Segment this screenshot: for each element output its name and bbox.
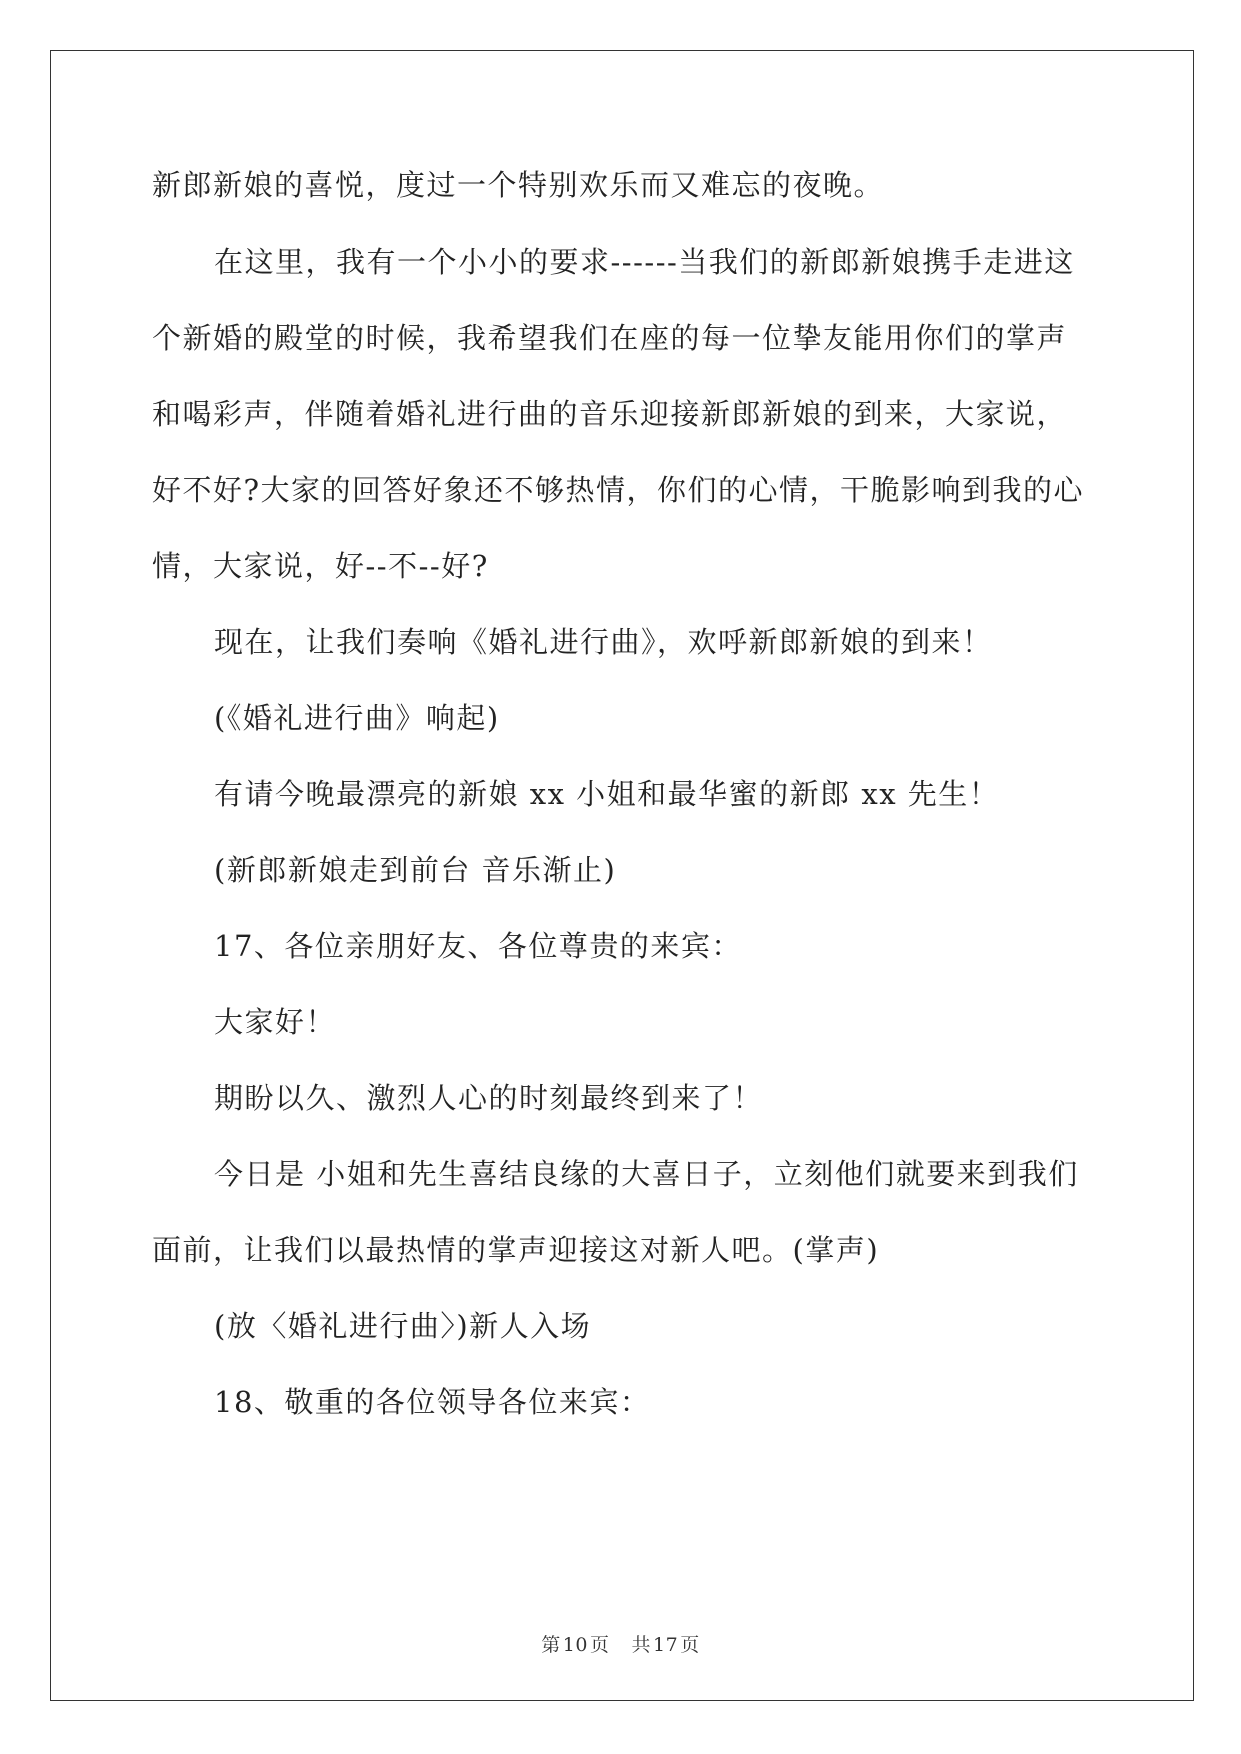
text-line: (《婚礼进行曲》响起) <box>214 701 500 735</box>
page-footer <box>0 1630 1241 1657</box>
total-prefix: 共 <box>631 1634 652 1656</box>
text-line: (放〈婚礼进行曲〉)新人入场 <box>214 1309 592 1343</box>
text-line: 个新婚的殿堂的时候，我希望我们在座的每一位挚友能用你们的掌声 <box>152 321 1068 355</box>
text-line: 面前，让我们以最热情的掌声迎接这对新人吧。(掌声) <box>152 1233 880 1267</box>
text-line: (新郎新娘走到前台 音乐渐止) <box>214 853 617 887</box>
page-current: 10 <box>562 1634 588 1656</box>
text-line: 现在，让我们奏响《婚礼进行曲》，欢呼新郎新娘的到来！ <box>214 625 993 659</box>
page-total: 17 <box>653 1634 679 1656</box>
text-line: 有请今晚最漂亮的新娘 xx 小姐和最华蜜的新郎 xx 先生！ <box>214 777 1000 811</box>
page-suffix: 页 <box>589 1634 610 1656</box>
page-prefix: 第 <box>541 1634 561 1656</box>
text-line: 情，大家说，好--不--好? <box>152 549 489 583</box>
text-line: 期盼以久、激烈人心的时刻最终到来了！ <box>214 1081 764 1115</box>
text-line: 新郎新娘的喜悦，度过一个特别欢乐而又难忘的夜晚。 <box>152 168 885 202</box>
text-line: 在这里，我有一个小小的要求------当我们的新郎新娘携手走进这 <box>214 245 1075 279</box>
total-suffix: 页 <box>680 1634 700 1656</box>
text-line: 大家好！ <box>214 1005 337 1039</box>
text-line: 今日是 小姐和先生喜结良缘的大喜日子，立刻他们就要来到我们 <box>214 1157 1079 1191</box>
text-line: 好不好?大家的回答好象还不够热情，你们的心情，干脆影响到我的心 <box>152 473 1085 507</box>
text-line: 和喝彩声，伴随着婚礼进行曲的音乐迎接新郎新娘的到来，大家说， <box>152 397 1068 431</box>
text-line: 17、各位亲朋好友、各位尊贵的来宾： <box>214 929 742 963</box>
text-line: 18、敬重的各位领导各位来宾： <box>214 1385 651 1419</box>
